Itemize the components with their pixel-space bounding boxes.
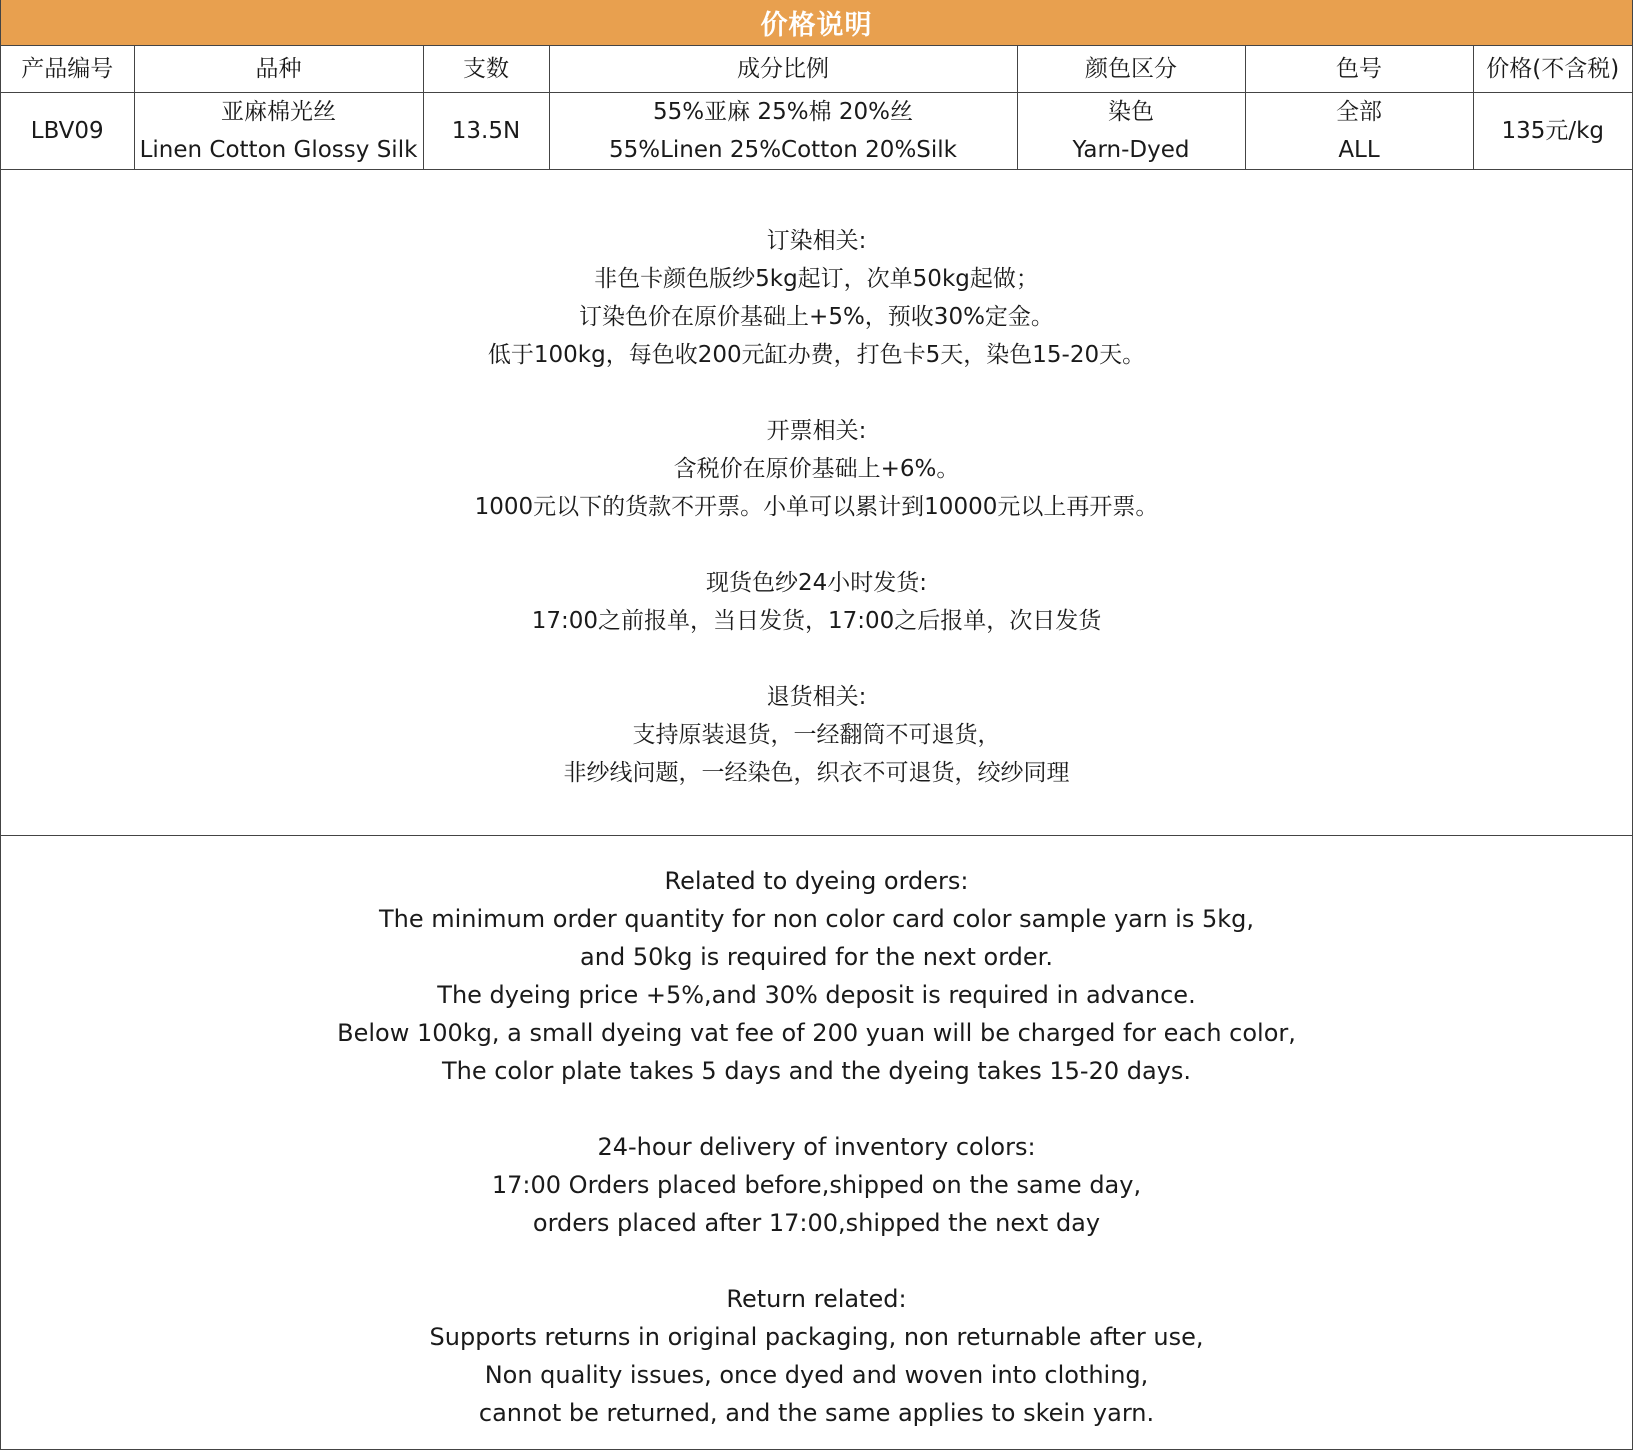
en-delivery-heading: 24-hour delivery of inventory colors: [597, 1132, 1036, 1161]
en-dyeing-line: The dyeing price +5%,and 30% deposit is required in advance. [437, 980, 1196, 1009]
cn-returns-line: 非纱线问题，一经染色，织衣不可退货，绞纱同理 [563, 759, 1070, 786]
cn-invoice-line: 1000元以下的货款不开票。小单可以累计到10000元以上再开票。 [474, 493, 1159, 520]
color-type-en: Yarn-Dyed [1072, 136, 1190, 163]
color-number-cn: 全部 [1336, 98, 1382, 125]
cell-composition [549, 92, 1017, 169]
cn-dyeing-line: 低于100kg，每色收200元缸办费，打色卡5天，染色15-20天。 [487, 341, 1146, 368]
header-product-code: 产品编号 [1, 46, 134, 92]
en-dyeing-line: The minimum order quantity for non color card color sample yarn is 5kg, [378, 904, 1255, 933]
en-returns-line: Supports returns in original packaging, non returnable after use, [429, 1322, 1204, 1351]
cell-color-type [1017, 92, 1245, 169]
en-returns-line: cannot be returned, and the same applies to skein yarn. [478, 1398, 1155, 1427]
en-returns-section [1, 1280, 1632, 1432]
composition-en: 55%Linen 25%Cotton 20%Silk [608, 136, 957, 163]
composition-cn: 55%亚麻 25%棉 20%丝 [653, 98, 913, 125]
variety-cn: 亚麻棉光丝 [221, 98, 336, 125]
header-count: 支数 [423, 46, 549, 92]
page-title: 价格说明 [1, 0, 1632, 46]
cn-invoice-section [1, 412, 1632, 526]
cell-product-code: LBV09 [1, 92, 134, 169]
cn-invoice-line: 含税价在原价基础上+6%。 [673, 455, 960, 482]
cn-delivery-heading: 现货色纱24小时发货: [705, 569, 927, 596]
header-composition: 成分比例 [549, 46, 1017, 92]
cn-delivery-line: 17:00之前报单，当日发货，17:00之后报单，次日发货 [531, 607, 1102, 634]
cell-count: 13.5N [423, 92, 549, 169]
color-type-cn: 染色 [1108, 98, 1154, 125]
header-price: 价格(不含税) [1473, 46, 1632, 92]
header-color-number: 色号 [1245, 46, 1473, 92]
product-spec-table [1, 46, 1632, 170]
cn-invoice-heading: 开票相关: [766, 417, 867, 444]
cn-delivery-section [1, 564, 1632, 640]
cn-dyeing-section [1, 222, 1632, 374]
en-delivery-section [1, 1128, 1632, 1242]
en-returns-line: Non quality issues, once dyed and woven into clothing, [484, 1360, 1149, 1389]
en-delivery-line: orders placed after 17:00,shipped the next day [532, 1208, 1101, 1237]
cell-price: 135元/kg [1473, 92, 1632, 169]
header-variety: 品种 [134, 46, 423, 92]
en-delivery-line: 17:00 Orders placed before,shipped on the same day, [491, 1170, 1142, 1199]
notes-english [1, 836, 1632, 1432]
variety-en: Linen Cotton Glossy Silk [139, 136, 418, 163]
table-row [1, 92, 1632, 169]
en-dyeing-line: The color plate takes 5 days and the dyeing takes 15-20 days. [441, 1056, 1192, 1085]
en-dyeing-line: and 50kg is required for the next order. [580, 942, 1053, 971]
table-header-row [1, 46, 1632, 92]
cn-dyeing-heading: 订染相关: [766, 227, 867, 254]
cell-color-number [1245, 92, 1473, 169]
en-dyeing-heading: Related to dyeing orders: [664, 866, 969, 895]
cn-returns-section [1, 678, 1632, 792]
en-returns-heading: Return related: [726, 1284, 907, 1313]
cell-variety [134, 92, 423, 169]
notes-chinese [1, 170, 1632, 836]
color-number-en: ALL [1338, 136, 1380, 163]
cn-returns-line: 支持原装退货，一经翻筒不可退货， [632, 721, 1001, 748]
cn-dyeing-line: 非色卡颜色版纱5kg起订，次单50kg起做； [594, 265, 1039, 292]
cn-returns-heading: 退货相关: [766, 683, 867, 710]
en-dyeing-line: Below 100kg, a small dyeing vat fee of 200 yuan will be charged for each color, [337, 1018, 1296, 1047]
header-color-type: 颜色区分 [1017, 46, 1245, 92]
cn-dyeing-line: 订染色价在原价基础上+5%，预收30%定金。 [579, 303, 1054, 330]
en-dyeing-section [1, 862, 1632, 1090]
